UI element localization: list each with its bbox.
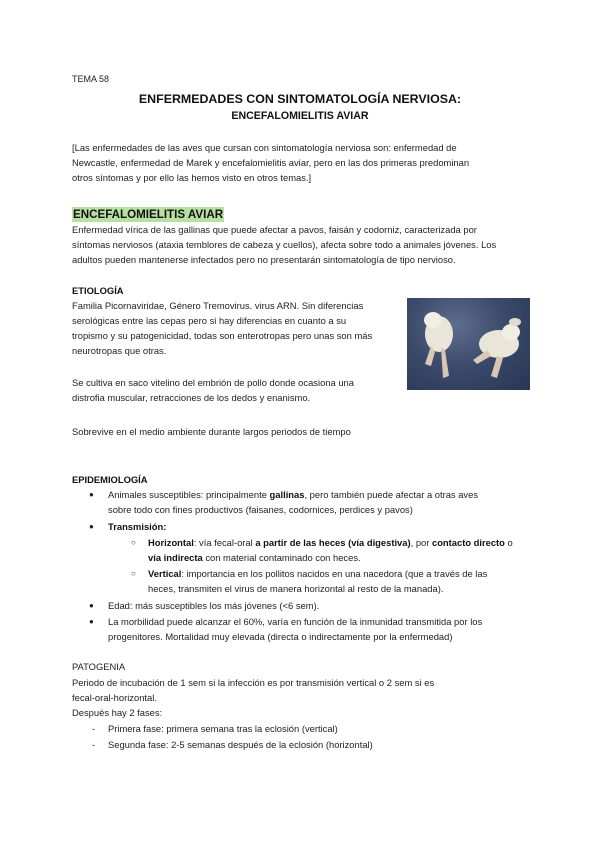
etiologia-line: Sobrevive en el medio ambiente durante largos periodos de tiempo xyxy=(72,426,351,437)
bullet-dot: ● xyxy=(89,490,94,499)
intro-line: otros síntomas y por ello las hemos visto en otros temas.] xyxy=(72,172,312,183)
intro-paragraph xyxy=(72,140,469,185)
page-title: ENFERMEDADES CON SINTOMATOLOGÍA NERVIOSA: xyxy=(138,92,462,106)
bullet-circle: ○ xyxy=(131,569,136,578)
bullet-dot: ● xyxy=(89,617,94,626)
etiologia-line: tropismo y su patogenicidad, todas son enterotropas pero unas son más xyxy=(72,330,373,341)
intro-line: Newcastle, enfermedad de Marek y encefalomielitis aviar, pero en las dos primeras predominan xyxy=(72,157,470,168)
section-paragraph xyxy=(72,222,496,267)
epi-bullet-line: Animales susceptibles: principalmente gallinas, pero también puede afectar a otras aves xyxy=(108,489,479,500)
chicks-illustration xyxy=(407,298,530,390)
section-line: adultos pueden mantenerse infectados pero no presentarán sintomatología de tipo nervioso. xyxy=(72,254,456,265)
tema-label: TEMA 58 xyxy=(72,74,110,84)
etiologia-heading: ETIOLOGÍA xyxy=(72,285,124,296)
etiologia-line: Se cultiva en saco vitelino del embrión de pollo donde ocasiona una xyxy=(72,377,354,388)
page-subtitle: ENCEFALOMIELITIS AVIAR xyxy=(231,110,369,122)
etiologia-line: Familia Picornaviridae, Género Tremovirus. virus ARN. Sin diferencias xyxy=(72,300,364,311)
bullet-dot: ● xyxy=(89,601,94,610)
etiologia-line: distrofia muscular, retracciones de los dedos y enanismo. xyxy=(72,392,311,403)
etiologia-line: neurotropas que otras. xyxy=(72,345,167,356)
patogenia-line: fecal-oral-horizontal. xyxy=(72,692,157,703)
etiologia-paragraph-2 xyxy=(72,375,354,405)
epi-bullet-line: Transmisión: xyxy=(108,521,167,532)
etiologia-paragraph xyxy=(72,298,372,358)
dash-marker: - xyxy=(92,739,96,750)
epi-bullet-line: Edad: más susceptibles los más jóvenes (<6 sem). xyxy=(108,600,320,611)
bullet-dot: ● xyxy=(89,522,94,531)
patogenia-line: Después hay 2 fases: xyxy=(72,707,163,718)
intro-line: [Las enfermedades de las aves que cursan con sintomatología nerviosa son: enfermedad de xyxy=(72,142,457,153)
epi-bullet-line: La morbilidad puede alcanzar el 60%, varía en función de la inmunidad transmitida por los xyxy=(108,616,483,627)
section-line: síntomas nerviosos (ataxia temblores de cabeza y cuellos), afecta sobre todo a animales jóvenes. Los xyxy=(72,239,497,250)
epi-sub-line: heces, transmiten el virus de manera horizontal al resto de la manada). xyxy=(148,583,444,594)
patogenia-line: Periodo de incubación de 1 sem si la infección es por transmisión vertical o 2 sem si es xyxy=(72,677,435,688)
patogenia-phase: Primera fase: primera semana tras la eclosión (vertical) xyxy=(108,723,338,734)
chicks-photo xyxy=(407,298,530,390)
epidemiologia-heading: EPIDEMIOLOGÍA xyxy=(72,474,148,485)
epi-sub-line: vía indirecta con material contaminado con heces. xyxy=(148,552,361,563)
bullet-circle: ○ xyxy=(131,538,136,547)
patogenia-phase: Segunda fase: 2-5 semanas después de la eclosión (horizontal) xyxy=(108,739,373,750)
section-heading: ENCEFALOMIELITIS AVIAR xyxy=(73,208,224,221)
dash-marker: - xyxy=(92,723,96,734)
etiologia-line: serológicas entre las cepas pero si hay diferencias en cuanto a su xyxy=(72,315,347,326)
patogenia-heading: PATOGENIA xyxy=(72,661,126,672)
epi-sub-line: Horizontal: vía fecal-oral a partir de las heces (vía digestiva), por contacto directo o xyxy=(148,537,513,548)
epi-sub-line: Vertical: importancia en los pollitos nacidos en una nacedora (que a través de las xyxy=(148,568,488,579)
epi-bullet-line: progenitores. Mortalidad muy elevada (directa o indirectamente por la enfermedad) xyxy=(108,631,453,642)
epi-bullet-line: sobre todo con fines productivos (faisanes, codornices, perdices y pavos) xyxy=(108,504,413,515)
section-line: Enfermedad vírica de las gallinas que puede afectar a pavos, faisán y codorniz, caracterizada por xyxy=(72,224,477,235)
